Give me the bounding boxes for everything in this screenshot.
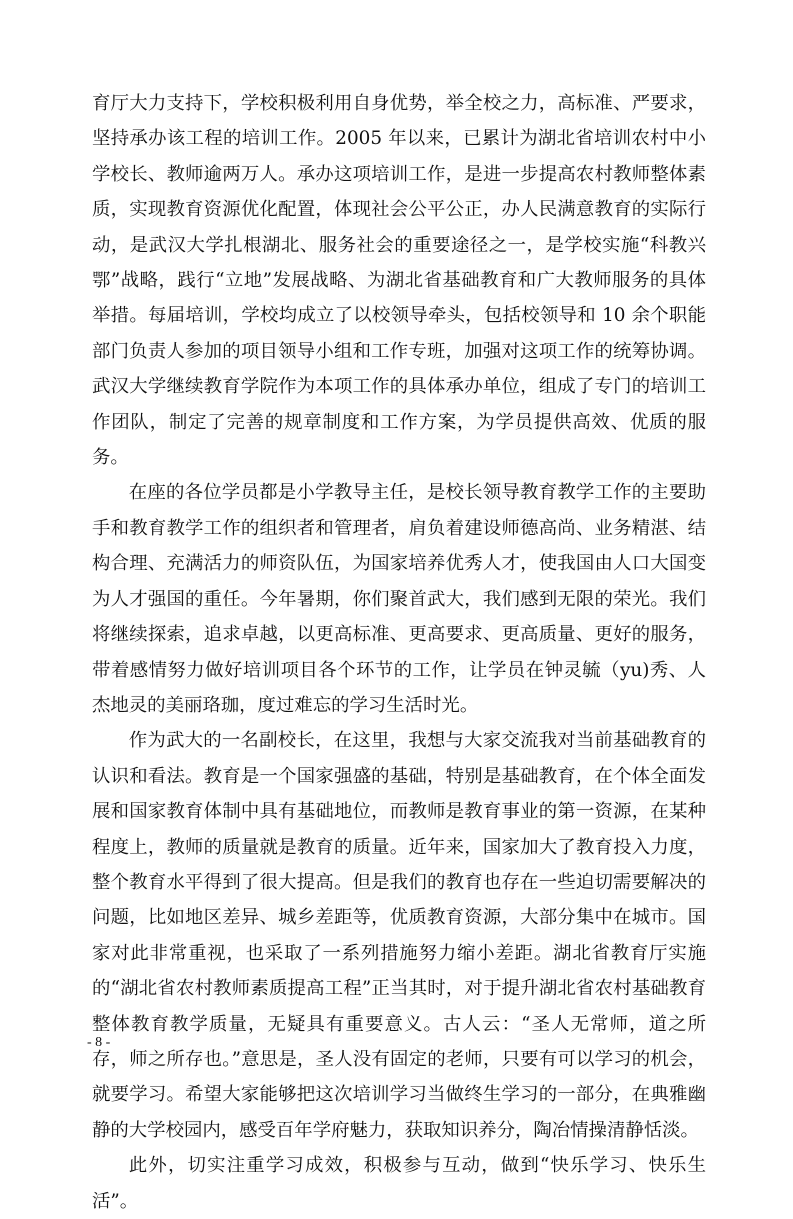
page-number: - 8 - xyxy=(87,1035,111,1050)
paragraph-4: 此外，切实注重学习成效，积极参与互动，做到“快乐学习、快乐生活”。 xyxy=(92,1155,706,1212)
paragraph-1: 育厅大力支持下，学校积极利用自身优势，举全校之力，高标准、严要求，坚持承办该工程的培训工作。2005 年以来，已累计为湖北省培训农村中小学校长、教师逾两万人。承办这项培训工作，是进一步提高农村教师整体素质，实现教育资源优化配置，体现社会公平公正，办人民满意教育的实际行动，是武汉大学扎根湖北、服务社会的重要途径之一，是学校实施“科教兴鄂”战略，践行“立地”发展战略、为湖北省基础教育和广大教师服务的具体举措。每届培训，学校均成立了以校领导牵头，包括校领导和 10 余个职能部门负责人参加的项目领导小组和工作专班，加强对这项工作的统筹协调。武汉大学继续教育学院作为本项工作的具体承办单位，组成了专门的培训工作团队，制定了完善的规章制度和工作方案，为学员提供高效、优质的服务。 xyxy=(92,93,706,469)
paragraph-3: 作为武大的一名副校长，在这里，我想与大家交流我对当前基础教育的认识和看法。教育是一个国家强盛的基础，特别是基础教育，在个体全面发展和国家教育体制中具有基础地位，而教师是教育事业的第一资源，在某种程度上，教师的质量就是教育的质量。近年来，国家加大了教育投入力度，整个教育水平得到了很大提高。但是我们的教育也存在一些迫切需要解决的问题，比如地区差异、城乡差距等，优质教育资源，大部分集中在城市。国家对此非常重视，也采取了一系列措施努力缩小差距。湖北省教育厅实施的“湖北省农村教师素质提高工程”正当其时，对于提升湖北省农村基础教育整体教育教学质量，无疑具有重要意义。古人云：“圣人无常师，道之所存，师之所存也。”意思是，圣人没有固定的老师，只要有可以学习的机会，就要学习。希望大家能够把这次培训学习当做终生学习的一部分，在典雅幽静的大学校园内，感受百年学府魅力，获取知识养分，陶冶情操清静恬淡。 xyxy=(92,730,706,1141)
body-text xyxy=(92,86,706,1219)
paragraph-2: 在座的各位学员都是小学教导主任，是校长领导教育教学工作的主要助手和教育教学工作的组织者和管理者，肩负着建设师德高尚、业务精湛、结构合理、充满活力的师资队伍，为国家培养优秀人才，使我国由人口大国变为人才强国的重任。今年暑期，你们聚首武大，我们感到无限的荣光。我们将继续探索，追求卓越，以更高标准、更高要求、更高质量、更好的服务，带着感情努力做好培训项目各个环节的工作，让学员在钟灵毓（yu)秀、人杰地灵的美丽珞珈，度过难忘的学习生活时光。 xyxy=(92,482,706,716)
